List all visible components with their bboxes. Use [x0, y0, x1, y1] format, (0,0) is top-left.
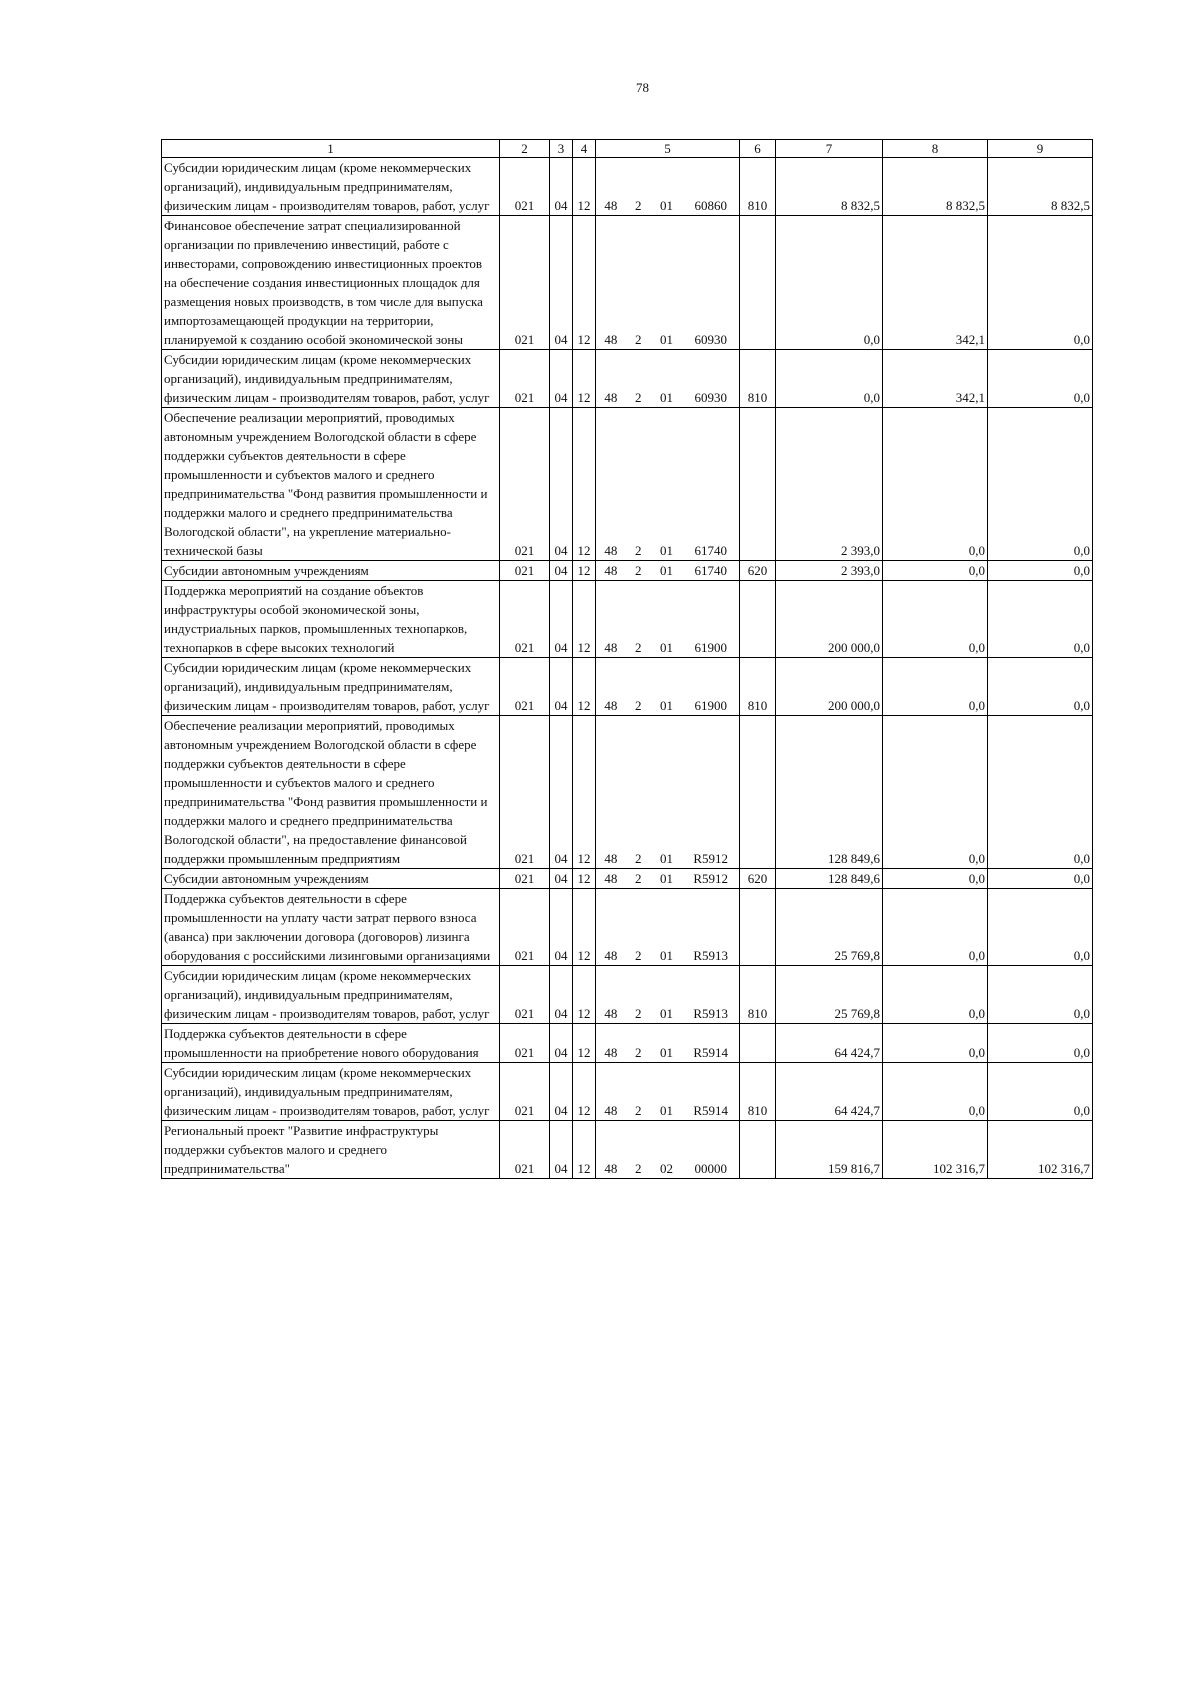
target-article-code: [596, 216, 740, 350]
article-code-part: 61740: [694, 563, 727, 578]
expense-type-code: [740, 1121, 776, 1179]
article-code-part: R5913: [693, 948, 729, 963]
article-code-part: 48: [604, 640, 618, 655]
amount-col-9: 102 316,7: [988, 1121, 1093, 1179]
target-article-code: [596, 1121, 740, 1179]
code-admin: 021: [500, 889, 550, 966]
article-code-part: R5914: [693, 1103, 729, 1118]
article-code-part: 01: [660, 563, 674, 578]
article-code-part: 01: [660, 332, 674, 347]
article-code-part: 2: [634, 563, 642, 578]
article-code-part: 61900: [694, 698, 727, 713]
code-admin: 021: [500, 1121, 550, 1179]
amount-col-9: 0,0: [988, 350, 1093, 408]
table-row: [162, 408, 1093, 561]
amount-col-7: 25 769,8: [776, 889, 883, 966]
article-code-part: 48: [604, 1161, 618, 1176]
target-article-code: [596, 561, 740, 581]
table-row: [162, 869, 1093, 889]
article-code-part: R5912: [693, 871, 729, 886]
article-code-part: 2: [634, 1161, 642, 1176]
table-row: [162, 889, 1093, 966]
article-code-part: 2: [634, 543, 642, 558]
code-section: 04: [550, 408, 573, 561]
amount-col-7: 2 393,0: [776, 561, 883, 581]
code-subsection: 12: [573, 1121, 596, 1179]
amount-col-8: 0,0: [883, 561, 988, 581]
expense-type-code: [740, 716, 776, 869]
amount-col-7: 200 000,0: [776, 658, 883, 716]
code-section: 04: [550, 716, 573, 869]
row-description: Обеспечение реализации мероприятий, проводимых автономным учреждением Вологодской области в сфере поддержки субъектов деятельности в сфере промышленности и субъектов малого и среднего предпринимательства "Фонд развития промышленности и поддержки малого и среднего предпринимательства Вологодской области", на предоставление финансовой поддержки промышленным предприятиям: [162, 716, 500, 869]
article-code-part: 48: [604, 543, 618, 558]
amount-col-8: 0,0: [883, 1063, 988, 1121]
column-header: 4: [573, 140, 596, 158]
expense-type-code: [740, 889, 776, 966]
article-code-part: 01: [660, 948, 674, 963]
article-code-part: 01: [660, 1103, 674, 1118]
column-header: 7: [776, 140, 883, 158]
table-row: [162, 966, 1093, 1024]
amount-col-7: 200 000,0: [776, 581, 883, 658]
article-code-part: 2: [634, 390, 642, 405]
article-code-part: 48: [604, 851, 618, 866]
expense-type-code: 620: [740, 561, 776, 581]
article-code-part: 60860: [694, 198, 727, 213]
amount-col-9: 0,0: [988, 1063, 1093, 1121]
amount-col-8: 102 316,7: [883, 1121, 988, 1179]
target-article-code: [596, 1063, 740, 1121]
code-section: 04: [550, 1121, 573, 1179]
row-description: Субсидии автономным учреждениям: [162, 869, 500, 889]
column-header: 2: [500, 140, 550, 158]
amount-col-8: 0,0: [883, 408, 988, 561]
amount-col-9: 0,0: [988, 869, 1093, 889]
expense-type-code: 620: [740, 869, 776, 889]
amount-col-7: 128 849,6: [776, 716, 883, 869]
expense-type-code: [740, 581, 776, 658]
article-code-part: 48: [604, 1045, 618, 1060]
amount-col-9: 0,0: [988, 581, 1093, 658]
table-header: [162, 140, 1093, 158]
article-code-part: 60930: [694, 332, 727, 347]
table-row: [162, 350, 1093, 408]
row-description: Поддержка субъектов деятельности в сфере промышленности на уплату части затрат первого взноса (аванса) при заключении договора (договоров) лизинга оборудования с российскими лизинговыми организациями: [162, 889, 500, 966]
code-subsection: 12: [573, 158, 596, 216]
column-header: 5: [596, 140, 740, 158]
article-code-part: R5913: [693, 1006, 729, 1021]
amount-col-9: 0,0: [988, 561, 1093, 581]
expense-type-code: 810: [740, 966, 776, 1024]
target-article-code: [596, 966, 740, 1024]
article-code-part: 48: [604, 563, 618, 578]
code-subsection: 12: [573, 658, 596, 716]
amount-col-9: 0,0: [988, 889, 1093, 966]
expense-type-code: [740, 1024, 776, 1063]
row-description: Субсидии автономным учреждениям: [162, 561, 500, 581]
target-article-code: [596, 716, 740, 869]
code-subsection: 12: [573, 408, 596, 561]
target-article-code: [596, 408, 740, 561]
table-row: [162, 581, 1093, 658]
row-description: Субсидии юридическим лицам (кроме некоммерческих организаций), индивидуальным предпринимателям, физическим лицам - производителям товаров, работ, услуг: [162, 350, 500, 408]
table-row: [162, 658, 1093, 716]
article-code-part: 2: [634, 332, 642, 347]
row-description: Субсидии юридическим лицам (кроме некоммерческих организаций), индивидуальным предпринимателям, физическим лицам - производителям товаров, работ, услуг: [162, 1063, 500, 1121]
article-code-part: 2: [634, 1045, 642, 1060]
table-body: [162, 158, 1093, 1179]
amount-col-7: 64 424,7: [776, 1063, 883, 1121]
code-section: 04: [550, 350, 573, 408]
article-code-part: 00000: [694, 1161, 727, 1176]
amount-col-9: 0,0: [988, 716, 1093, 869]
code-admin: 021: [500, 716, 550, 869]
code-admin: 021: [500, 216, 550, 350]
code-section: 04: [550, 581, 573, 658]
row-description: Финансовое обеспечение затрат специализированной организации по привлечению инвестиций, работе с инвесторами, сопровождению инвестиционных проектов на обеспечение создания инвестиционных площадок для размещения новых производств, в том числе для выпуска импортозамещающей продукции на территории, планируемой к созданию особой экономической зоны: [162, 216, 500, 350]
article-code-part: 01: [660, 851, 674, 866]
code-admin: 021: [500, 869, 550, 889]
code-section: 04: [550, 216, 573, 350]
amount-col-8: 342,1: [883, 216, 988, 350]
code-section: 04: [550, 1063, 573, 1121]
target-article-code: [596, 350, 740, 408]
expense-type-code: 810: [740, 158, 776, 216]
column-header: 6: [740, 140, 776, 158]
column-header: 1: [162, 140, 500, 158]
column-header: 8: [883, 140, 988, 158]
row-description: Субсидии юридическим лицам (кроме некоммерческих организаций), индивидуальным предпринимателям, физическим лицам - производителям товаров, работ, услуг: [162, 158, 500, 216]
amount-col-8: 0,0: [883, 1024, 988, 1063]
amount-col-9: 0,0: [988, 408, 1093, 561]
column-header: 9: [988, 140, 1093, 158]
amount-col-7: 159 816,7: [776, 1121, 883, 1179]
article-code-part: 48: [604, 1103, 618, 1118]
amount-col-8: 0,0: [883, 716, 988, 869]
table-row: [162, 1121, 1093, 1179]
page-number: 78: [636, 80, 649, 95]
amount-col-7: 0,0: [776, 350, 883, 408]
row-description: Субсидии юридическим лицам (кроме некоммерческих организаций), индивидуальным предпринимателям, физическим лицам - производителям товаров, работ, услуг: [162, 658, 500, 716]
amount-col-8: 342,1: [883, 350, 988, 408]
amount-col-7: 128 849,6: [776, 869, 883, 889]
amount-col-8: 0,0: [883, 869, 988, 889]
expense-type-code: [740, 216, 776, 350]
article-code-part: 2: [634, 851, 642, 866]
code-subsection: 12: [573, 889, 596, 966]
code-subsection: 12: [573, 1063, 596, 1121]
article-code-part: 2: [634, 640, 642, 655]
code-admin: 021: [500, 581, 550, 658]
amount-col-9: 8 832,5: [988, 158, 1093, 216]
amount-col-7: 2 393,0: [776, 408, 883, 561]
table-row: [162, 716, 1093, 869]
article-code-part: 01: [660, 198, 674, 213]
article-code-part: 01: [660, 543, 674, 558]
article-code-part: 48: [604, 332, 618, 347]
article-code-part: 2: [634, 198, 642, 213]
code-subsection: 12: [573, 561, 596, 581]
table-row: [162, 1024, 1093, 1063]
article-code-part: 01: [660, 1006, 674, 1021]
code-admin: 021: [500, 966, 550, 1024]
article-code-part: 48: [604, 948, 618, 963]
article-code-part: 01: [660, 871, 674, 886]
amount-col-9: 0,0: [988, 966, 1093, 1024]
code-admin: 021: [500, 1063, 550, 1121]
code-section: 04: [550, 869, 573, 889]
code-admin: 021: [500, 658, 550, 716]
amount-col-7: 25 769,8: [776, 966, 883, 1024]
target-article-code: [596, 869, 740, 889]
target-article-code: [596, 1024, 740, 1063]
article-code-part: 2: [634, 1103, 642, 1118]
code-admin: 021: [500, 1024, 550, 1063]
article-code-part: 01: [660, 640, 674, 655]
code-section: 04: [550, 158, 573, 216]
amount-col-8: 0,0: [883, 658, 988, 716]
row-description: Региональный проект "Развитие инфраструктуры поддержки субъектов малого и среднего предпринимательства": [162, 1121, 500, 1179]
article-code-part: 01: [660, 698, 674, 713]
expense-type-code: [740, 408, 776, 561]
budget-table: [161, 139, 1093, 1179]
amount-col-8: 0,0: [883, 581, 988, 658]
article-code-part: 01: [660, 390, 674, 405]
article-code-part: R5914: [693, 1045, 729, 1060]
code-admin: 021: [500, 158, 550, 216]
article-code-part: 2: [634, 948, 642, 963]
expense-type-code: 810: [740, 658, 776, 716]
row-description: Субсидии юридическим лицам (кроме некоммерческих организаций), индивидуальным предпринимателям, физическим лицам - производителям товаров, работ, услуг: [162, 966, 500, 1024]
code-subsection: 12: [573, 216, 596, 350]
expense-type-code: 810: [740, 350, 776, 408]
article-code-part: 02: [660, 1161, 674, 1176]
code-subsection: 12: [573, 350, 596, 408]
table-row: [162, 216, 1093, 350]
code-section: 04: [550, 658, 573, 716]
article-code-part: 2: [634, 698, 642, 713]
row-description: Поддержка субъектов деятельности в сфере промышленности на приобретение нового оборудования: [162, 1024, 500, 1063]
code-section: 04: [550, 1024, 573, 1063]
row-description: Обеспечение реализации мероприятий, проводимых автономным учреждением Вологодской области в сфере поддержки субъектов деятельности в сфере промышленности и субъектов малого и среднего предпринимательства "Фонд развития промышленности и поддержки малого и среднего предпринимательства Вологодской области", на укрепление материально-технической базы: [162, 408, 500, 561]
code-subsection: 12: [573, 869, 596, 889]
column-header: 3: [550, 140, 573, 158]
article-code-part: 48: [604, 698, 618, 713]
row-description: Поддержка мероприятий на создание объектов инфраструктуры особой экономической зоны, индустриальных парков, промышленных технопарков, технопарков в сфере высоких технологий: [162, 581, 500, 658]
amount-col-8: 8 832,5: [883, 158, 988, 216]
table-row: [162, 158, 1093, 216]
article-code-part: 48: [604, 1006, 618, 1021]
article-code-part: 61740: [694, 543, 727, 558]
article-code-part: 48: [604, 198, 618, 213]
article-code-part: 01: [660, 1045, 674, 1060]
article-code-part: 61900: [694, 640, 727, 655]
amount-col-9: 0,0: [988, 658, 1093, 716]
code-subsection: 12: [573, 966, 596, 1024]
article-code-part: 60930: [694, 390, 727, 405]
article-code-part: 2: [634, 871, 642, 886]
expense-type-code: 810: [740, 1063, 776, 1121]
article-code-part: 48: [604, 390, 618, 405]
table-row: [162, 1063, 1093, 1121]
amount-col-7: 64 424,7: [776, 1024, 883, 1063]
code-subsection: 12: [573, 1024, 596, 1063]
code-admin: 021: [500, 561, 550, 581]
amount-col-7: 8 832,5: [776, 158, 883, 216]
code-admin: 021: [500, 408, 550, 561]
amount-col-9: 0,0: [988, 1024, 1093, 1063]
code-subsection: 12: [573, 716, 596, 869]
article-code-part: R5912: [693, 851, 729, 866]
code-subsection: 12: [573, 581, 596, 658]
amount-col-7: 0,0: [776, 216, 883, 350]
target-article-code: [596, 581, 740, 658]
target-article-code: [596, 658, 740, 716]
table-row: [162, 561, 1093, 581]
amount-col-9: 0,0: [988, 216, 1093, 350]
article-code-part: 48: [604, 871, 618, 886]
amount-col-8: 0,0: [883, 889, 988, 966]
target-article-code: [596, 158, 740, 216]
amount-col-8: 0,0: [883, 966, 988, 1024]
code-section: 04: [550, 889, 573, 966]
code-section: 04: [550, 966, 573, 1024]
article-code-part: 2: [634, 1006, 642, 1021]
code-admin: 021: [500, 350, 550, 408]
target-article-code: [596, 889, 740, 966]
code-section: 04: [550, 561, 573, 581]
